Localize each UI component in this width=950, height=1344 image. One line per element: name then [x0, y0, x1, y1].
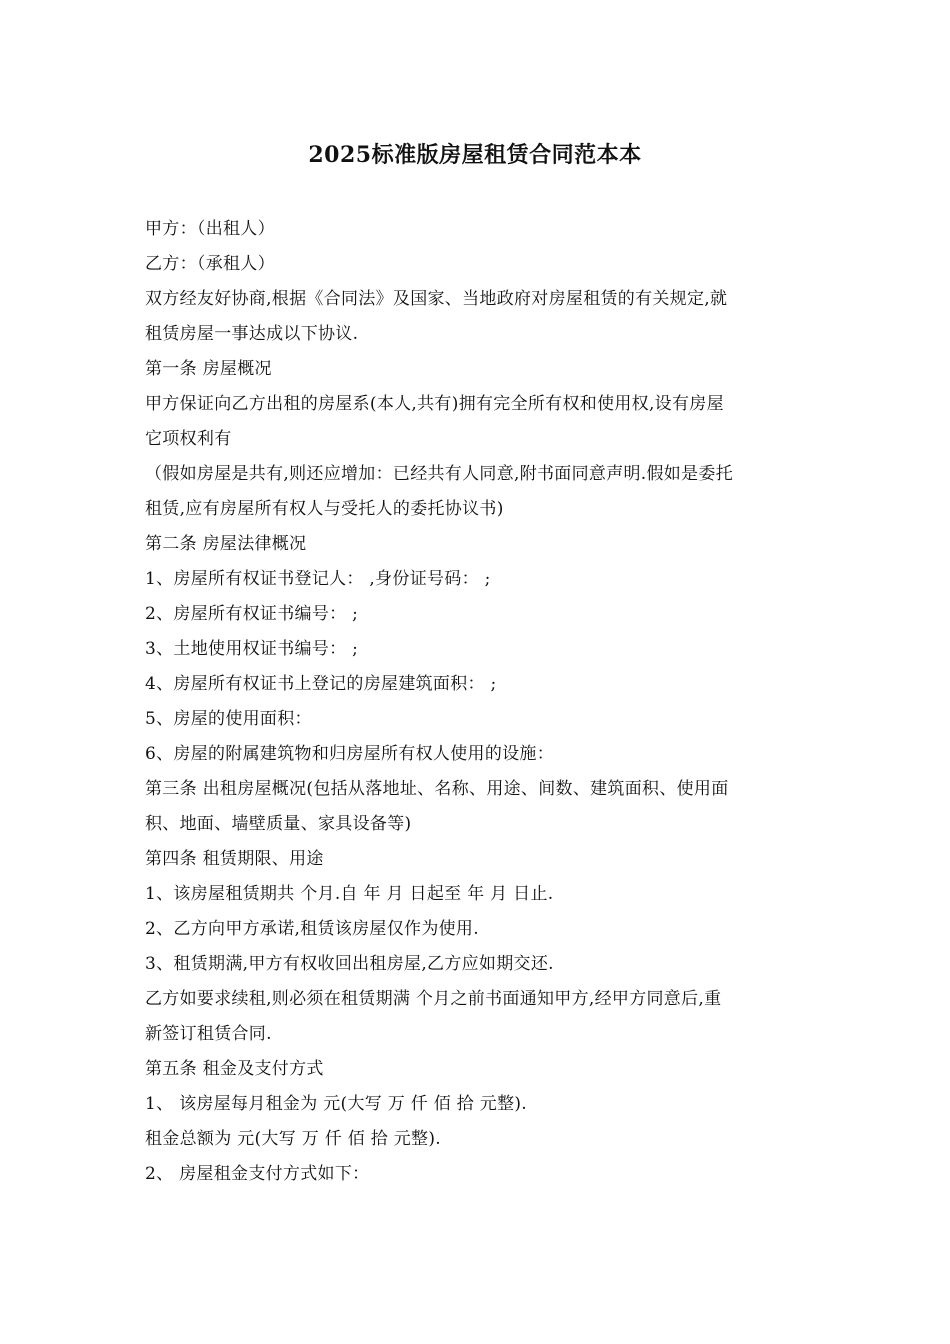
- text-line: 2、房屋所有权证书编号： ;: [145, 604, 359, 624]
- section-heading: 第二条 房屋法律概况: [145, 534, 307, 554]
- text-line: 双方经友好协商,根据《合同法》及国家、当地政府对房屋租赁的有关规定,就: [145, 289, 728, 309]
- text-line: 1、 该房屋每月租金为 元(大写 万 仟 佰 拾 元整).: [145, 1094, 528, 1114]
- text-line: （假如房屋是共有,则还应增加：已经共有人同意,附书面同意声明.假如是委托: [145, 464, 734, 484]
- text-line: 3、租赁期满,甲方有权收回出租房屋,乙方应如期交还.: [145, 954, 554, 974]
- text-line: 甲方保证向乙方出租的房屋系(本人,共有)拥有完全所有权和使用权,设有房屋: [145, 394, 724, 414]
- text-line: 5、房屋的使用面积：: [145, 709, 312, 729]
- document-body: [145, 212, 810, 1192]
- text-line: 租赁房屋一事达成以下协议.: [145, 324, 359, 344]
- text-line: 2、 房屋租金支付方式如下：: [145, 1164, 370, 1184]
- text-line: 租金总额为 元(大写 万 仟 佰 拾 元整).: [145, 1129, 441, 1149]
- text-line: 3、土地使用权证书编号： ;: [145, 639, 359, 659]
- section-heading: 第三条 出租房屋概况(包括从落地址、名称、用途、间数、建筑面积、使用面: [145, 779, 729, 799]
- text-line: 2、乙方向甲方承诺,租赁该房屋仅作为使用.: [145, 919, 479, 939]
- text-line: 它项权利有: [145, 429, 232, 449]
- text-line: 4、房屋所有权证书上登记的房屋建筑面积： ;: [145, 674, 497, 694]
- text-line: 新签订租赁合同.: [145, 1024, 272, 1044]
- text-line: 乙方如要求续租,则必须在租赁期满 个月之前书面通知甲方,经甲方同意后,重: [145, 989, 722, 1009]
- text-line: 甲方：（出租人）: [145, 219, 275, 239]
- text-line: 租赁,应有房屋所有权人与受托人的委托协议书): [145, 499, 504, 519]
- text-line: 6、房屋的附属建筑物和归房屋所有权人使用的设施：: [145, 744, 555, 764]
- text-line: 积、地面、墙壁质量、家具设备等): [145, 814, 412, 834]
- text-line: 1、该房屋租赁期共 个月.自 年 月 日起至 年 月 日止.: [145, 884, 554, 904]
- text-line: 乙方：（承租人）: [145, 254, 275, 274]
- section-heading: 第五条 租金及支付方式: [145, 1059, 324, 1079]
- text-line: 1、房屋所有权证书登记人： ,身份证号码： ;: [145, 569, 491, 589]
- document-title: 2025标准版房屋租赁合同范本本: [308, 142, 642, 168]
- section-heading: 第四条 租赁期限、用途: [145, 849, 324, 869]
- section-heading: 第一条 房屋概况: [145, 359, 272, 379]
